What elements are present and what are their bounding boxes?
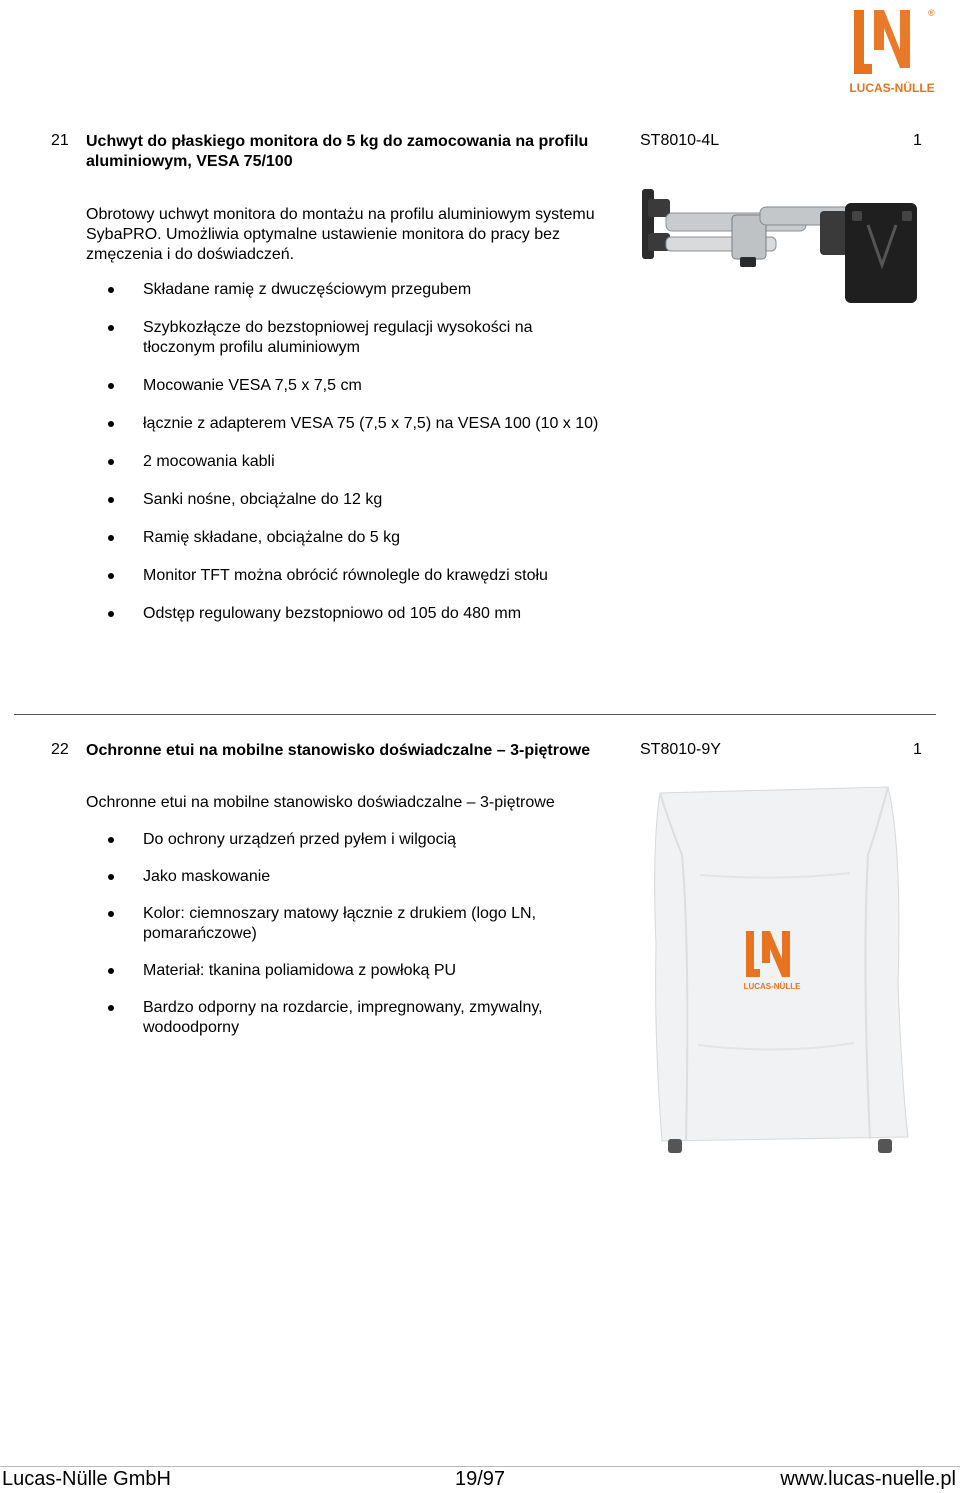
footer-website[interactable]: www.lucas-nuelle.pl [780,1468,956,1490]
list-item: Materiał: tkanina poliamidowa z powłoką PU [86,961,606,981]
list-item: Ramię składane, obciążalne do 5 kg [86,528,606,548]
list-item: Kolor: ciemnoszary matowy łącznie z drukiem (logo LN, pomarańczowe) [86,904,606,944]
item-quantity: 1 [913,132,922,149]
svg-text:®: ® [928,8,935,18]
list-item: Jako maskowanie [86,867,606,887]
footer-company: Lucas-Nülle GmbH [2,1468,171,1490]
item-description: Obrotowy uchwyt monitora do montażu na profilu aluminiowym systemu SybaPRO. Umożliwia optymalne ustawienie monitora do pracy bez zmęczenia i do doświadczeń. [86,206,595,263]
item-description: Ochronne etui na mobilne stanowisko doświadczalne – 3-piętrowe [86,794,555,811]
list-item: Składane ramię z dwuczęściowym przegubem [86,280,606,300]
item-title: Ochronne etui na mobilne stanowisko doświadczalne – 3-piętrowe [86,742,591,759]
page-number: 19/97 [455,1468,506,1490]
item-number: 21 [51,132,69,149]
list-item: 2 mocowania kabli [86,452,606,472]
protective-cover-image [640,785,915,1175]
item-quantity: 1 [913,741,922,758]
list-item: Do ochrony urządzeń przed pyłem i wilgocią [86,830,606,850]
item-title: Uchwyt do płaskiego monitora do 5 kg do zamocowania na profilu aluminiowym, VESA 75/100 [86,133,589,170]
list-item: Odstęp regulowany bezstopniowo od 105 do 480 mm [86,604,606,624]
svg-text:LUCAS-NÜLLE: LUCAS-NÜLLE [849,81,935,95]
footer-divider [0,1466,960,1467]
list-item: łącznie z adapterem VESA 75 (7,5 x 7,5) na VESA 100 (10 x 10) [86,414,606,434]
item-code: ST8010-4L [640,132,720,149]
svg-text:LUCAS-NÜLLE: LUCAS-NÜLLE [743,982,801,991]
list-item: Monitor TFT można obrócić równolegle do krawędzi stołu [86,566,606,586]
feature-list [86,830,606,1038]
list-item: Mocowanie VESA 7,5 x 7,5 cm [86,376,606,396]
item-code: ST8010-9Y [640,741,721,758]
list-item: Szybkozłącze do bezstopniowej regulacji wysokości na tłoczonym profilu aluminiowym [86,318,606,358]
monitor-arm-image [640,185,920,310]
list-item: Sanki nośne, obciążalne do 12 kg [86,490,606,510]
lucas-nuelle-logo [848,6,936,96]
feature-list [86,280,606,624]
section-divider [14,714,936,715]
item-number: 22 [51,741,69,758]
list-item: Bardzo odporny na rozdarcie, impregnowany, zmywalny, wodoodporny [86,998,606,1038]
